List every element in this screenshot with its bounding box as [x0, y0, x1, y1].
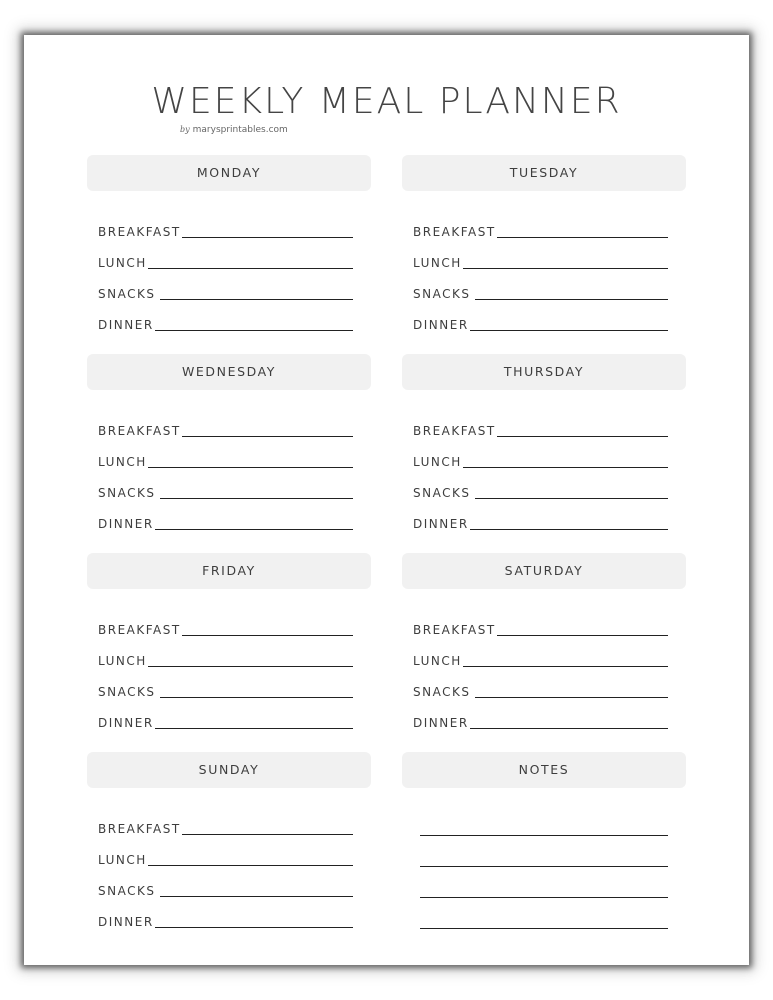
- notes-line[interactable]: [420, 805, 668, 836]
- meal-label: BREAKFAST: [413, 225, 496, 239]
- meal-label: BREAKFAST: [413, 424, 496, 438]
- write-line[interactable]: [155, 728, 353, 729]
- day-block-thursday: [402, 354, 686, 531]
- day-block-monday: [87, 155, 371, 332]
- write-line[interactable]: [182, 635, 353, 636]
- write-line[interactable]: [182, 436, 353, 437]
- write-line[interactable]: [475, 697, 668, 698]
- write-line[interactable]: [155, 330, 353, 331]
- write-line[interactable]: [182, 834, 353, 835]
- notes-line[interactable]: [420, 836, 668, 867]
- planner-sheet: [24, 35, 749, 965]
- write-line[interactable]: [463, 666, 668, 667]
- meal-label: BREAKFAST: [413, 623, 496, 637]
- meal-label: SNACKS: [98, 685, 156, 699]
- write-line[interactable]: [463, 467, 668, 468]
- write-line[interactable]: [160, 498, 353, 499]
- day-header: MONDAY: [87, 155, 371, 191]
- meal-label: LUNCH: [413, 256, 462, 270]
- meal-row-dinner: [98, 898, 353, 929]
- write-line[interactable]: [475, 498, 668, 499]
- meal-row-dinner: [98, 301, 353, 332]
- meal-label: SNACKS: [413, 486, 471, 500]
- meal-row-dinner: [413, 301, 668, 332]
- meal-label: DINNER: [98, 318, 154, 332]
- write-line[interactable]: [497, 436, 668, 437]
- meal-label: BREAKFAST: [98, 623, 181, 637]
- meal-label: DINNER: [413, 318, 469, 332]
- meal-row-dinner: [98, 699, 353, 730]
- meal-label: DINNER: [413, 517, 469, 531]
- meal-row-lunch: [98, 239, 353, 270]
- meal-row-lunch: [413, 637, 668, 668]
- meal-label: LUNCH: [98, 455, 147, 469]
- write-line[interactable]: [497, 635, 668, 636]
- meal-row-snacks: [98, 867, 353, 898]
- write-line[interactable]: [160, 697, 353, 698]
- day-block-saturday: [402, 553, 686, 730]
- meal-row-snacks: [98, 668, 353, 699]
- meal-rows: [402, 606, 668, 730]
- meal-label: LUNCH: [98, 853, 147, 867]
- meal-row-breakfast: [98, 805, 353, 836]
- meal-row-dinner: [98, 500, 353, 531]
- write-line[interactable]: [155, 927, 353, 928]
- meal-label: DINNER: [98, 915, 154, 929]
- write-line[interactable]: [470, 330, 668, 331]
- meal-row-lunch: [98, 637, 353, 668]
- meal-label: LUNCH: [413, 654, 462, 668]
- write-line[interactable]: [160, 896, 353, 897]
- meal-label: BREAKFAST: [98, 424, 181, 438]
- meal-rows: [87, 208, 353, 332]
- meal-row-breakfast: [98, 407, 353, 438]
- day-header: TUESDAY: [402, 155, 686, 191]
- meal-label: BREAKFAST: [98, 225, 181, 239]
- meal-label: LUNCH: [98, 654, 147, 668]
- day-header: SATURDAY: [402, 553, 686, 589]
- write-line[interactable]: [155, 529, 353, 530]
- meal-row-lunch: [413, 438, 668, 469]
- meal-row-snacks: [413, 668, 668, 699]
- notes-lines: [402, 805, 668, 929]
- write-line[interactable]: [148, 666, 353, 667]
- byline-by: by: [180, 125, 190, 134]
- day-header: SUNDAY: [87, 752, 371, 788]
- meal-row-breakfast: [413, 606, 668, 637]
- meal-label: SNACKS: [413, 685, 471, 699]
- meal-row-lunch: [413, 239, 668, 270]
- meal-rows: [87, 805, 353, 929]
- byline: [180, 124, 288, 136]
- day-block-wednesday: [87, 354, 371, 531]
- meal-row-breakfast: [413, 208, 668, 239]
- meal-rows: [402, 208, 668, 332]
- write-line[interactable]: [463, 268, 668, 269]
- day-header: FRIDAY: [87, 553, 371, 589]
- meal-row-breakfast: [98, 606, 353, 637]
- day-block-sunday: [87, 752, 371, 929]
- meal-label: SNACKS: [98, 486, 156, 500]
- meal-label: SNACKS: [413, 287, 471, 301]
- day-header: WEDNESDAY: [87, 354, 371, 390]
- write-line[interactable]: [475, 299, 668, 300]
- meal-label: SNACKS: [98, 884, 156, 898]
- notes-header: NOTES: [402, 752, 686, 788]
- write-line[interactable]: [470, 728, 668, 729]
- meal-rows: [402, 407, 668, 531]
- write-line[interactable]: [470, 529, 668, 530]
- day-block-friday: [87, 553, 371, 730]
- notes-line[interactable]: [420, 898, 668, 929]
- day-header: THURSDAY: [402, 354, 686, 390]
- meal-row-snacks: [413, 270, 668, 301]
- page-title: WEEKLY MEAL PLANNER: [151, 81, 622, 122]
- meal-label: LUNCH: [413, 455, 462, 469]
- write-line[interactable]: [148, 467, 353, 468]
- meal-row-breakfast: [413, 407, 668, 438]
- day-block-tuesday: [402, 155, 686, 332]
- write-line[interactable]: [497, 237, 668, 238]
- byline-site: marysprintables.com: [192, 125, 288, 135]
- meal-row-dinner: [413, 699, 668, 730]
- meal-row-snacks: [98, 270, 353, 301]
- meal-label: DINNER: [98, 716, 154, 730]
- meal-row-snacks: [413, 469, 668, 500]
- write-line[interactable]: [148, 268, 353, 269]
- meal-rows: [87, 407, 353, 531]
- meal-rows: [87, 606, 353, 730]
- meal-label: LUNCH: [98, 256, 147, 270]
- write-line[interactable]: [182, 237, 353, 238]
- meal-row-breakfast: [98, 208, 353, 239]
- meal-label: DINNER: [98, 517, 154, 531]
- meal-label: BREAKFAST: [98, 822, 181, 836]
- meal-row-dinner: [413, 500, 668, 531]
- meal-row-lunch: [98, 438, 353, 469]
- meal-label: DINNER: [413, 716, 469, 730]
- meal-row-lunch: [98, 836, 353, 867]
- meal-label: SNACKS: [98, 287, 156, 301]
- write-line[interactable]: [160, 299, 353, 300]
- meal-row-snacks: [98, 469, 353, 500]
- notes-block: [402, 752, 686, 929]
- notes-line[interactable]: [420, 867, 668, 898]
- write-line[interactable]: [148, 865, 353, 866]
